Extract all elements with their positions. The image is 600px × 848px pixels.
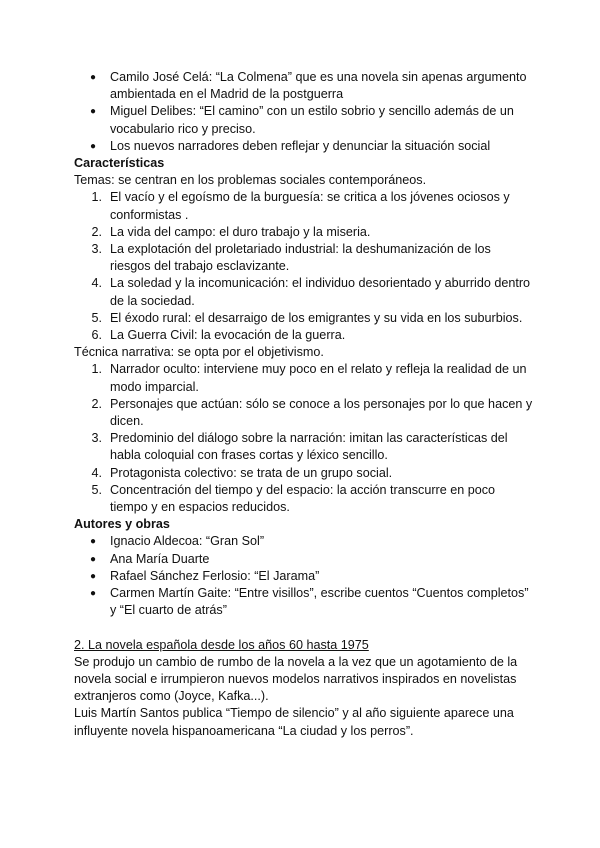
tecnica-list (74, 361, 534, 516)
list-item (74, 241, 534, 275)
temas-intro: Temas: se centran en los problemas sociales contemporáneos. (74, 173, 427, 188)
bullet-icon: ● (89, 106, 97, 118)
list-number: 5. (91, 310, 102, 325)
list-item-text: Ignacio Aldecoa: “Gran Sol” (110, 534, 265, 549)
list-item-text: Ana María Duarte (110, 551, 210, 566)
document-page (74, 69, 534, 740)
list-item (74, 69, 534, 103)
list-item (74, 551, 534, 568)
list-item-text: La explotación del proletariado industrial: la deshumanización de los riesgos del trabajo esclavizante. (110, 242, 491, 274)
list-item (74, 275, 534, 309)
list-item-text: Los nuevos narradores deben reflejar y denunciar la situación social (110, 138, 491, 153)
list-item-text: Concentración del tiempo y del espacio: la acción transcurre en poco tiempo y en espacios reducidos. (110, 482, 496, 515)
list-item-text: Rafael Sánchez Ferlosio: “El Jarama” (110, 568, 320, 583)
bullet-icon: ● (89, 553, 97, 565)
list-item (74, 482, 534, 516)
bullet-icon: ● (89, 140, 97, 152)
list-number: 3. (91, 431, 102, 446)
list-item-text: Camilo José Celá: “La Colmena” que es una novela sin apenas argumento ambientada en el Madrid de la postguerra (110, 70, 527, 102)
list-number: 2. (91, 396, 102, 411)
blank-line (74, 620, 534, 637)
list-item (74, 585, 534, 619)
list-item (74, 396, 534, 430)
tecnica-intro: Técnica narrativa: se opta por el objetivismo. (74, 345, 324, 360)
list-number: 1. (91, 362, 102, 377)
list-number: 6. (91, 328, 102, 343)
list-number: 2. (91, 224, 102, 239)
list-item-text: Narrador oculto: interviene muy poco en el relato y refleja la realidad de un modo imparcial. (110, 362, 527, 394)
list-number: 5. (91, 482, 102, 497)
list-item-text: La Guerra Civil: la evocación de la guerra. (110, 328, 346, 343)
list-item-text: Predominio del diálogo sobre la narración: imitan las características del habla coloquial con frases cortas y léxico sencillo. (110, 431, 508, 463)
autores-bullet-list (74, 533, 534, 619)
list-item (74, 103, 534, 137)
list-item-text: Carmen Martín Gaite: “Entre visillos”, escribe cuentos “Cuentos completos” y “El cuarto de atrás” (110, 586, 529, 618)
list-item (74, 138, 534, 155)
list-item (74, 533, 534, 550)
list-item-text: Miguel Delibes: “El camino” con un estilo sobrio y sencillo además de un vocabulario rico y preciso. (110, 104, 514, 136)
list-item (74, 568, 534, 585)
bullet-icon: ● (89, 570, 97, 582)
paragraph: Se produjo un cambio de rumbo de la novela a la vez que un agotamiento de la novela social e irrumpieron nuevos modelos narrativos inspirados en novelistas extranjeros como (Joyce, Kafka...). (74, 654, 518, 704)
bullet-icon: ● (89, 72, 97, 83)
list-number: 1. (91, 190, 102, 205)
list-item-text: La soledad y la incomunicación: el individuo desorientado y aburrido dentro de la sociedad. (110, 276, 531, 308)
list-item (74, 430, 534, 464)
list-item (74, 224, 534, 241)
list-item-text: Protagonista colectivo: se trata de un grupo social. (110, 465, 393, 480)
section-heading-caracteristicas: Características (74, 156, 165, 171)
list-item-text: Personajes que actúan: sólo se conoce a los personajes por lo que hacen y dicen. (110, 396, 533, 429)
list-number: 4. (91, 276, 102, 291)
list-item (74, 327, 534, 344)
list-item (74, 361, 534, 395)
list-item-text: El éxodo rural: el desarraigo de los emigrantes y su vida en los suburbios. (110, 310, 523, 325)
bullet-icon: ● (89, 536, 97, 548)
list-item (74, 465, 534, 482)
section-heading-autores: Autores y obras (74, 517, 170, 532)
section-2-title: 2. La novela española desde los años 60 hasta 1975 (74, 637, 369, 652)
list-item (74, 310, 534, 327)
intro-bullet-list (74, 69, 534, 155)
list-item-text: La vida del campo: el duro trabajo y la miseria. (110, 224, 371, 239)
bullet-icon: ● (89, 588, 97, 600)
list-item-text: El vacío y el egoísmo de la burguesía: se critica a los jóvenes ociosos y conformistas . (110, 190, 510, 222)
list-number: 3. (91, 242, 102, 257)
list-item (74, 189, 534, 223)
list-number: 4. (91, 465, 102, 480)
temas-list (74, 189, 534, 344)
paragraph: Luis Martín Santos publica “Tiempo de silencio” y al año siguiente aparece una influyente novela hispanoamericana “La ciudad y los perros”. (74, 706, 514, 738)
